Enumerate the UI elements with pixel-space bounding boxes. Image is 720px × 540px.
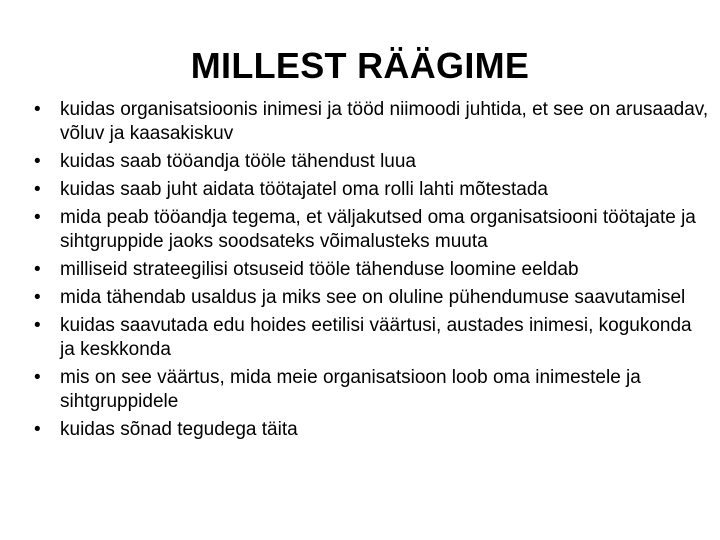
bullet-list	[34, 98, 710, 446]
bullet-icon: •	[34, 259, 41, 280]
list-item	[34, 206, 710, 254]
list-item-text: kuidas saavutada edu hoides eetilisi väärtusi, austades inimesi, kogukonda ja keskkonda	[60, 315, 692, 360]
list-item	[34, 286, 710, 310]
list-item	[34, 366, 710, 414]
list-item-text: mida peab tööandja tegema, et väljakutsed oma organisatsiooni töötajate ja sihtgruppide jaoks soodsateks võimalusteks muuta	[60, 207, 696, 252]
bullet-icon: •	[34, 315, 41, 336]
list-item	[34, 258, 710, 282]
list-item-text: milliseid strateegilisi otsuseid tööle tähenduse loomine eeldab	[60, 259, 579, 280]
list-item-text: kuidas saab juht aidata töötajatel oma rolli lahti mõtestada	[60, 179, 548, 200]
list-item-text: kuidas saab tööandja tööle tähendust luua	[60, 151, 416, 172]
bullet-icon: •	[34, 99, 41, 120]
bullet-icon: •	[34, 179, 41, 200]
list-item	[34, 314, 710, 362]
bullet-icon: •	[34, 367, 41, 388]
list-item	[34, 178, 710, 202]
bullet-icon: •	[34, 287, 41, 308]
list-item-text: kuidas sõnad tegudega täita	[60, 419, 298, 440]
bullet-icon: •	[34, 151, 41, 172]
bullet-icon: •	[34, 419, 41, 440]
bullet-icon: •	[34, 207, 41, 228]
slide-title: MILLEST RÄÄGIME	[190, 45, 530, 86]
list-item	[34, 418, 710, 442]
list-item-text: kuidas organisatsioonis inimesi ja tööd niimoodi juhtida, et see on arusaadav, võluv ja kaasakiskuv	[60, 99, 709, 144]
list-item-text: mida tähendab usaldus ja miks see on oluline pühendumuse saavutamisel	[60, 287, 686, 308]
list-item-text: mis on see väärtus, mida meie organisatsioon loob oma inimestele ja sihtgruppidele	[60, 367, 641, 412]
list-item	[34, 98, 710, 146]
list-item	[34, 150, 710, 174]
